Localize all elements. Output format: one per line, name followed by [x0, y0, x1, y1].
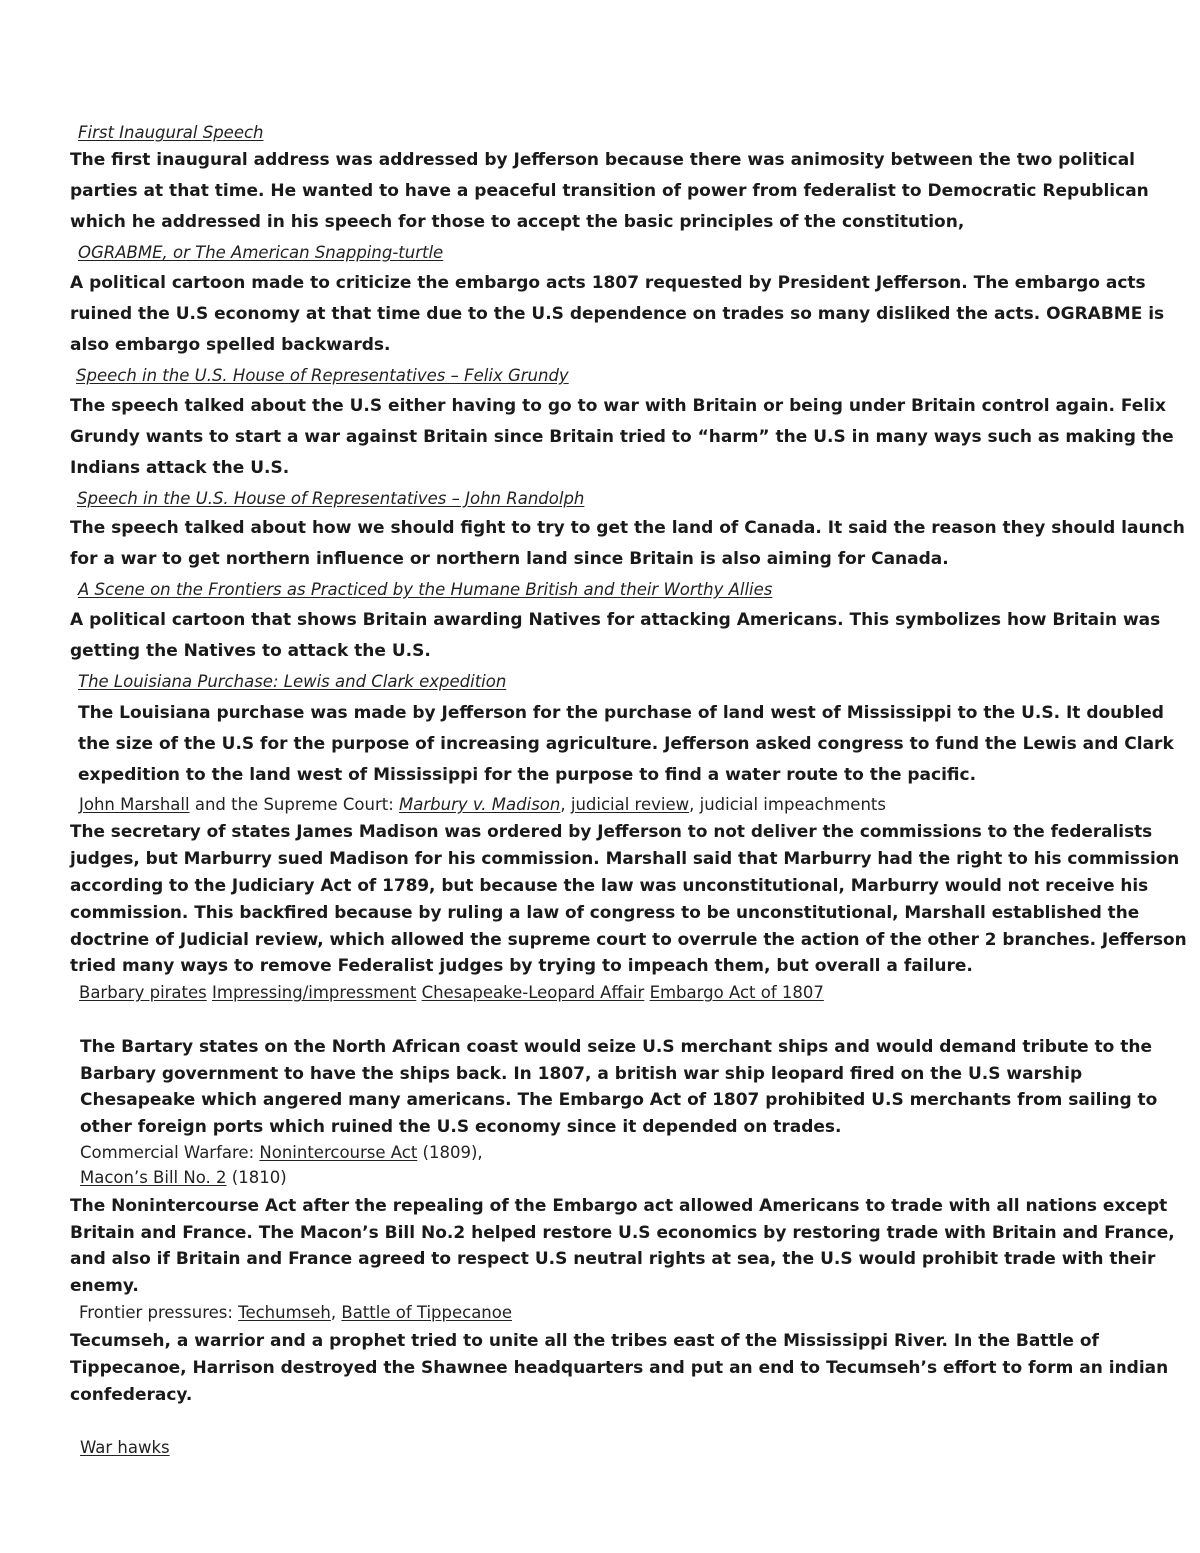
section-body-frontier-pressures — [70, 1328, 1168, 1409]
heading-part: (1810) — [226, 1168, 287, 1187]
heading-part: War hawks — [80, 1438, 170, 1457]
body-line: enemy. — [70, 1275, 139, 1296]
body-line: The Bartary states on the North African coast would seize U.S merchant ships and would demand tribute to the — [80, 1037, 1153, 1057]
body-line: parties at that time. He wanted to have a peaceful transition of power from federalist to Democratic Republican — [70, 181, 1149, 201]
section-body-felix-grundy — [70, 391, 1174, 484]
heading-part: (1809), — [417, 1143, 483, 1162]
section-heading-scene-on-frontiers — [78, 579, 772, 601]
section-body-john-randolph — [70, 513, 1185, 575]
section-body-john-marshall — [70, 818, 1187, 980]
body-line: Tippecanoe, Harrison destroyed the Shawnee headquarters and put an end to Tecumseh’s effort to form an indian — [70, 1358, 1169, 1378]
body-line: doctrine of Judicial review, which allowed the supreme court to overrule the action of the other 2 branches. Jefferson — [70, 929, 1187, 949]
section-heading-commercial-warfare — [80, 1142, 483, 1164]
heading-part: Impressing/impressment — [212, 983, 417, 1002]
section-body-louisiana-purchase — [78, 698, 1174, 791]
body-line: The Louisiana purchase was made by Jefferson for the purchase of land west of Mississippi to the U.S. It doubled — [78, 703, 1164, 723]
section-body-first-inaugural-speech — [70, 145, 1149, 238]
body-line: Indians attack the U.S. — [70, 458, 290, 478]
heading-part: Frontier pressures: — [79, 1303, 239, 1322]
heading-part: The Louisiana Purchase: Lewis and Clark expedition — [78, 672, 507, 691]
body-line: A political cartoon that shows Britain awarding Natives for attacking Americans. This symbolizes how Britain was — [70, 610, 1161, 630]
heading-part: and the Supreme Court: — [189, 795, 400, 814]
body-line: The first inaugural address was addressed by Jefferson because there was animosity between the two political — [70, 150, 1136, 170]
section-heading-ograbme — [78, 242, 443, 264]
section-body-commercial-warfare — [70, 1193, 1175, 1299]
heading-part: OGRABME, or The American Snapping-turtle — [78, 243, 444, 262]
body-line: the size of the U.S for the purpose of increasing agriculture. Jefferson asked congress to fund the Lewis and Clark — [78, 734, 1174, 754]
heading-part: , judicial impeachments — [689, 795, 886, 814]
heading-part: Battle of Tippecanoe — [341, 1303, 513, 1322]
body-line: and also if Britain and France agreed to respect U.S neutral rights at sea, the U.S would prohibit trade with their — [70, 1249, 1156, 1269]
body-line: Chesapeake which angered many americans. The Embargo Act of 1807 prohibited U.S merchants from sailing to — [80, 1090, 1158, 1110]
section-heading-frontier-pressures — [79, 1302, 512, 1324]
body-line: expedition to the land west of Mississippi for the purpose to find a water route to the pacific. — [78, 765, 977, 785]
body-line: A political cartoon made to criticize the embargo acts 1807 requested by President Jefferson. The embargo acts — [70, 273, 1146, 293]
heading-part: A Scene on the Frontiers as Practiced by the Humane British and their Worthy Allies — [78, 580, 773, 599]
body-line: according to the Judiciary Act of 1789, but because the law was unconstitutional, Marburry would not receive his — [70, 875, 1149, 895]
section-heading-john-marshall — [79, 794, 886, 816]
section-heading-first-inaugural-speech — [78, 122, 264, 144]
body-line: commission. This backfired because by ruling a law of congress to be unconstitutional, Marshall established the — [70, 902, 1140, 922]
heading-part: Embargo Act of 1807 — [649, 983, 824, 1002]
body-line: getting the Natives to attack the U.S. — [70, 641, 431, 661]
body-line: The Nonintercourse Act after the repealing of the Embargo act allowed Americans to trade with all nations except — [70, 1196, 1168, 1216]
heading-part: , — [330, 1303, 342, 1322]
body-line: which he addressed in his speech for those to accept the basic principles of the constitution, — [70, 212, 965, 232]
section-heading-macons-bill — [80, 1167, 287, 1189]
body-line: Grundy wants to start a war against Britain since Britain tried to “harm” the U.S in many ways such as making the — [70, 427, 1174, 447]
section-heading-louisiana-purchase — [78, 671, 506, 693]
section-heading-war-hawks — [80, 1437, 170, 1459]
heading-part: , — [560, 795, 571, 814]
body-line: judges, but Marburry sued Madison for his commission. Marshall said that Marburry had the right to his commission — [70, 848, 1180, 868]
body-line: other foreign ports which ruined the U.S economy since it depended on trades. — [80, 1116, 842, 1137]
heading-part: Macon’s Bill No. 2 — [80, 1168, 227, 1187]
heading-part: Chesapeake-Leopard Affair — [421, 983, 645, 1002]
body-line: The speech talked about the U.S either having to go to war with Britain or being under Britain control again. Felix — [70, 396, 1166, 416]
body-line: also embargo spelled backwards. — [70, 335, 391, 355]
heading-part: Speech in the U.S. House of Representatives – John Randolph — [77, 489, 585, 508]
body-line: for a war to get northern influence or northern land since Britain is also aiming for Canada. — [70, 549, 949, 569]
heading-part: John Marshall — [79, 795, 190, 814]
heading-part: Commercial Warfare: — [80, 1143, 260, 1162]
section-heading-barbary-pirates — [79, 982, 824, 1004]
body-line: Tecumseh, a warrior and a prophet tried to unite all the tribes east of the Mississippi River. In the Battle of — [70, 1331, 1099, 1351]
body-line: The speech talked about how we should fight to try to get the land of Canada. It said the reason they should launch — [70, 518, 1185, 538]
body-line: Barbary government to have the ships back. In 1807, a british war ship leopard fired on the U.S warship — [80, 1063, 1083, 1084]
heading-part: Marbury v. Madison — [399, 795, 561, 814]
body-line: ruined the U.S economy at that time due to the U.S dependence on trades so many disliked the acts. OGRABME is — [70, 304, 1165, 324]
body-line: The secretary of states James Madison was ordered by Jefferson to not deliver the commissions to the federalists — [70, 821, 1153, 841]
body-line: Britain and France. The Macon’s Bill No.2 helped restore U.S economics by restoring trade with Britain and France, — [70, 1222, 1175, 1243]
section-body-scene-on-frontiers — [70, 605, 1160, 667]
section-heading-felix-grundy — [76, 365, 569, 387]
heading-part: judicial review — [570, 795, 690, 814]
heading-part: Barbary pirates — [79, 983, 207, 1002]
body-line: tried many ways to remove Federalist judges by trying to impeach them, but overall a failure. — [70, 956, 973, 976]
heading-part: Speech in the U.S. House of Representatives – Felix Grundy — [76, 366, 569, 385]
section-heading-john-randolph — [77, 488, 584, 510]
heading-part: First Inaugural Speech — [78, 123, 264, 142]
body-line: confederacy. — [70, 1385, 193, 1405]
heading-part: Nonintercourse Act — [259, 1143, 418, 1162]
section-body-barbary-pirates — [80, 1034, 1157, 1140]
section-body-ograbme — [70, 268, 1164, 361]
heading-part: Techumseh — [238, 1303, 331, 1322]
